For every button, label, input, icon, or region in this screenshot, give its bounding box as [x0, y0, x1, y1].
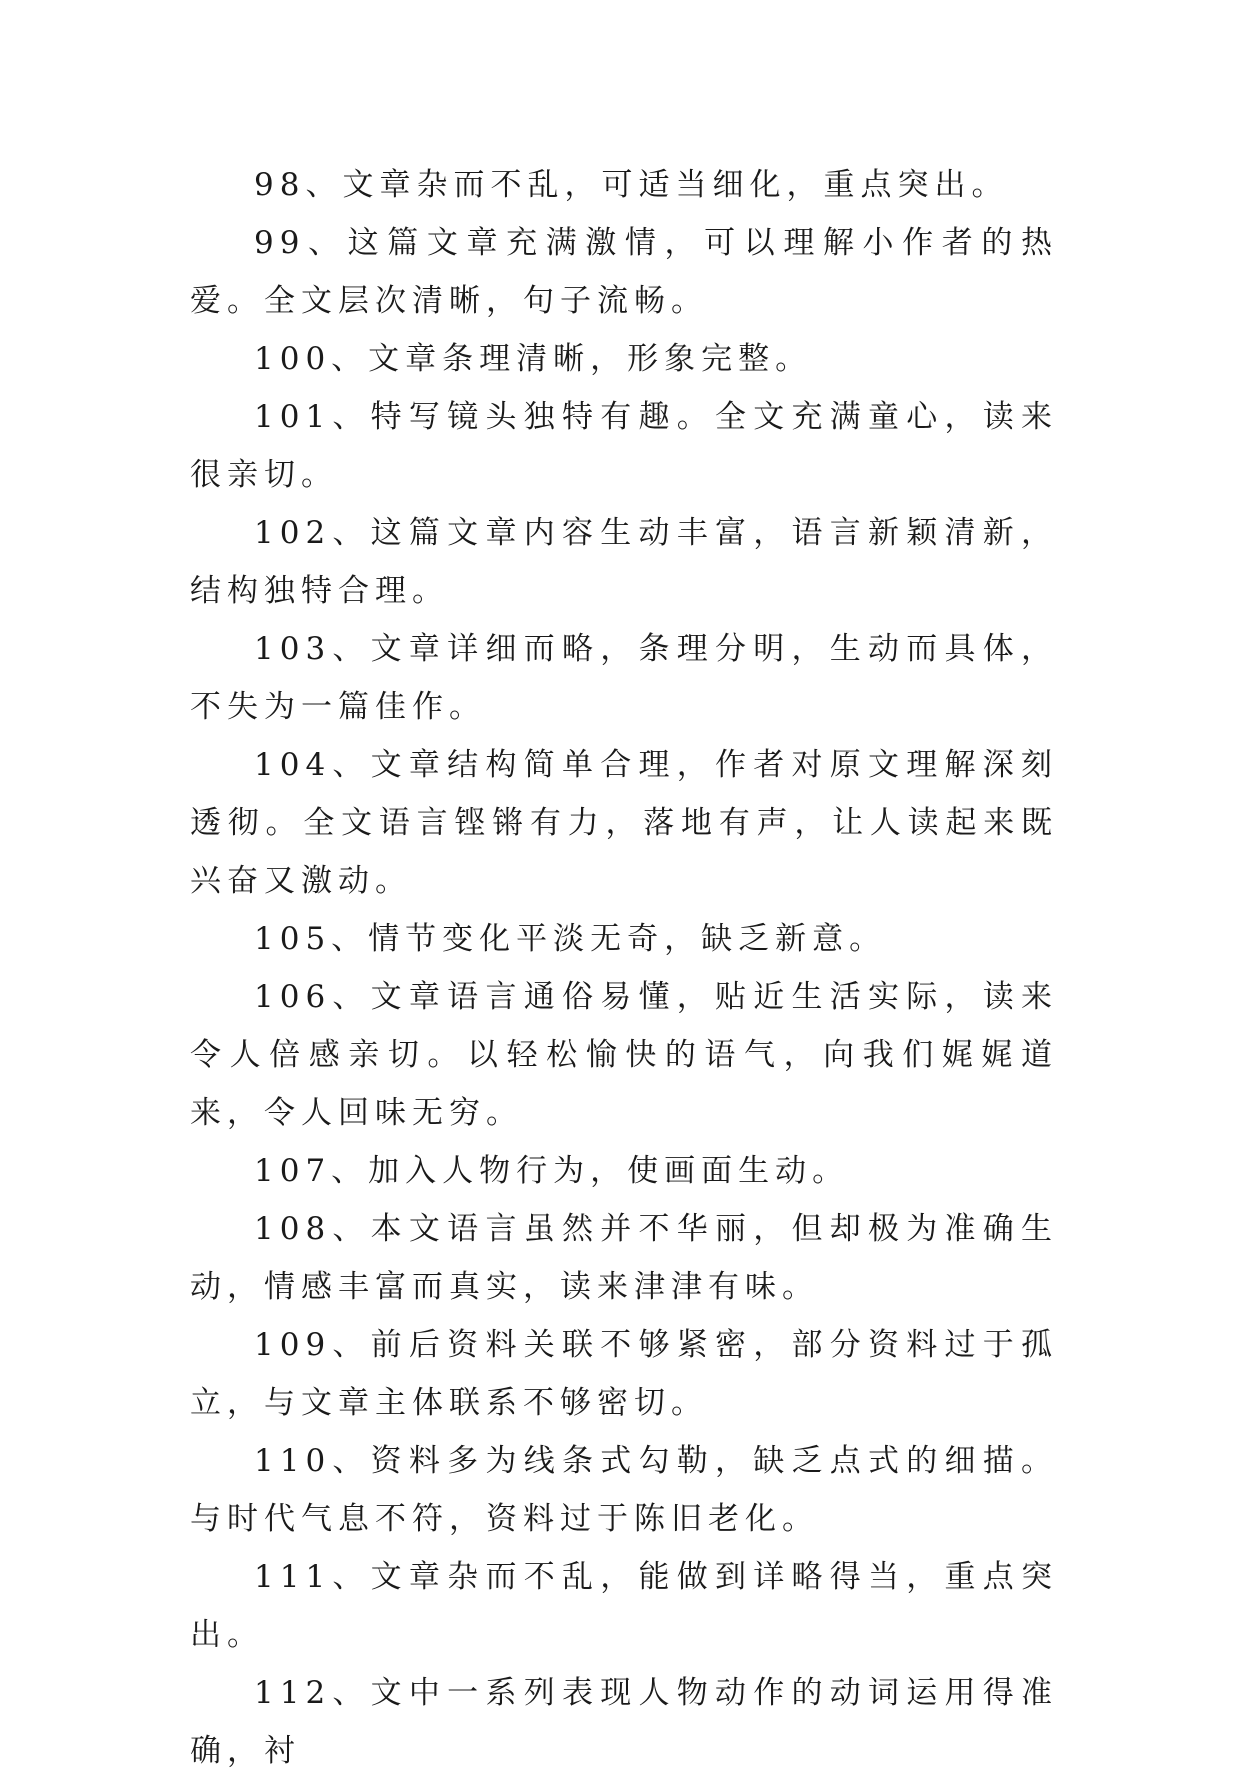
document-body	[190, 156, 1058, 1780]
paragraph-98: 98、文章杂而不乱，可适当细化，重点突出。	[254, 167, 1009, 203]
paragraph-112: 112、文中一系列表现人物动作的动词运用得准确，衬	[190, 1675, 1058, 1769]
paragraph-99: 99、这篇文章充满激情，可以理解小作者的热爱。全文层次清晰，句子流畅。	[190, 225, 1058, 319]
paragraph-102: 102、这篇文章内容生动丰富，语言新颖清新，结构独特合理。	[190, 515, 1058, 609]
paragraph-107: 107、加入人物行为，使画面生动。	[254, 1153, 850, 1189]
paragraph-109: 109、前后资料关联不够紧密，部分资料过于孤立，与文章主体联系不够密切。	[190, 1327, 1058, 1421]
paragraph-101: 101、特写镜头独特有趣。全文充满童心，读来很亲切。	[190, 399, 1058, 493]
paragraph-108: 108、本文语言虽然并不华丽，但却极为准确生动，情感丰富而真实，读来津津有味。	[190, 1211, 1058, 1305]
paragraph-104: 104、文章结构简单合理，作者对原文理解深刻透彻。全文语言铿锵有力，落地有声，让人读起来既兴奋又激动。	[190, 747, 1058, 899]
paragraph-110: 110、资料多为线条式勾勒，缺乏点式的细描。与时代气息不符，资料过于陈旧老化。	[190, 1443, 1058, 1537]
paragraph-105: 105、情节变化平淡无奇，缺乏新意。	[254, 921, 887, 957]
paragraph-111: 111、文章杂而不乱，能做到详略得当，重点突出。	[190, 1559, 1058, 1653]
paragraph-106: 106、文章语言通俗易懂，贴近生活实际，读来令人倍感亲切。以轻松愉快的语气，向我们娓娓道来，令人回味无穷。	[190, 979, 1058, 1131]
paragraph-103: 103、文章详细而略，条理分明，生动而具体，不失为一篇佳作。	[190, 631, 1058, 725]
paragraph-100: 100、文章条理清晰，形象完整。	[254, 341, 813, 377]
